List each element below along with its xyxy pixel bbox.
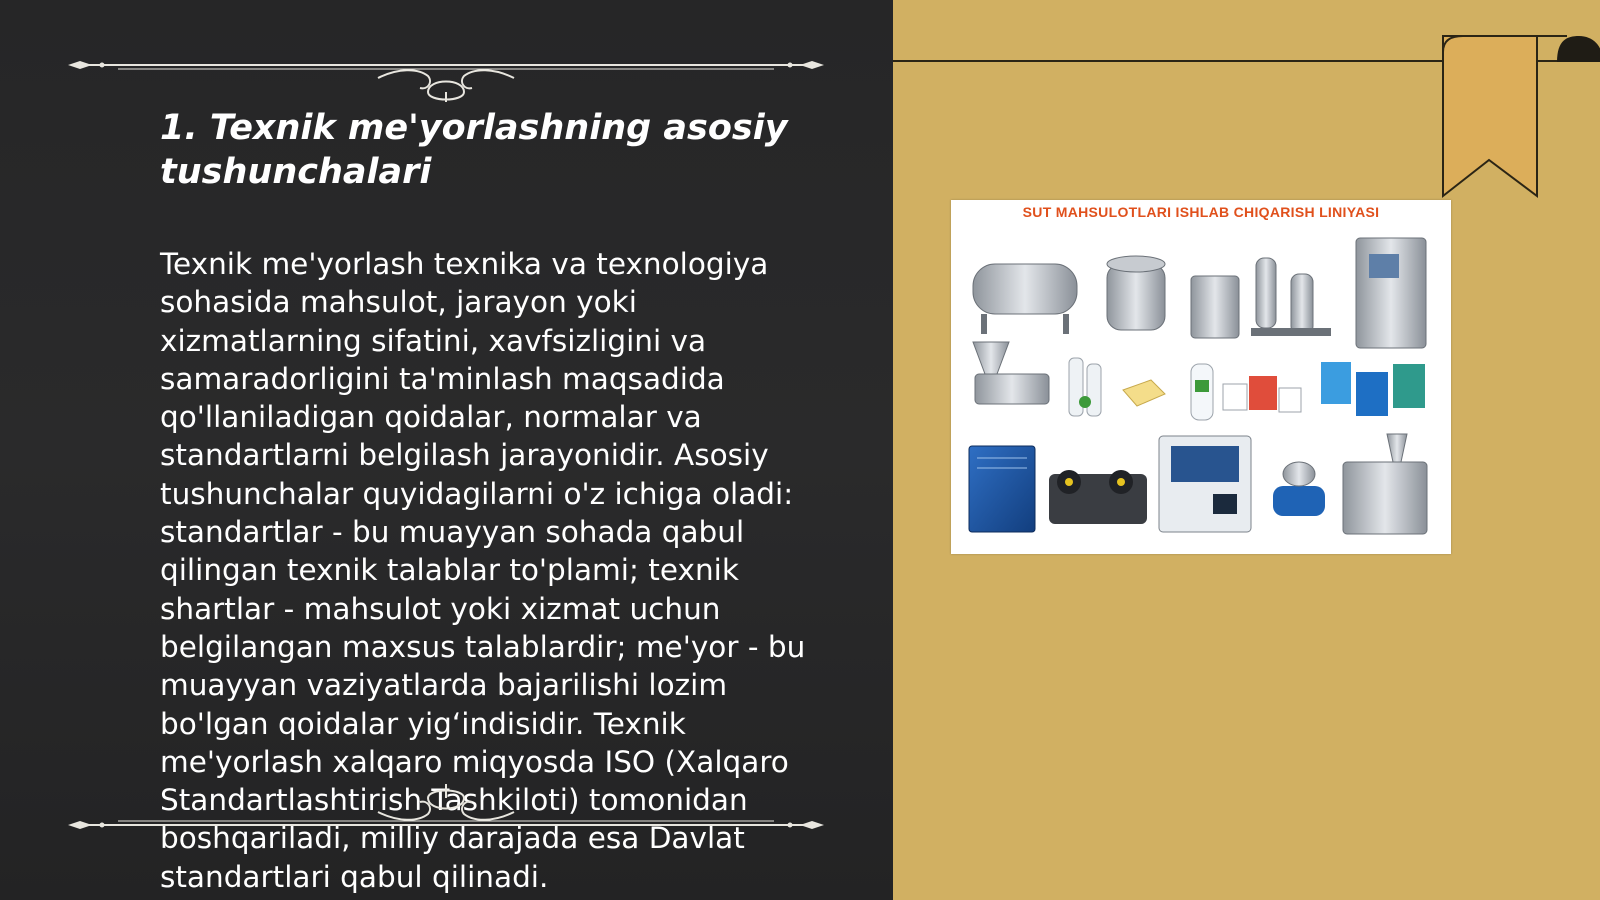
ornament-top — [68, 42, 824, 102]
bookmark-ribbon — [1433, 0, 1600, 200]
image-panel — [893, 0, 1600, 900]
ornament-bottom — [68, 778, 824, 838]
row-3-machines — [969, 434, 1427, 534]
image-caption: SUT MAHSULOTLARI ISHLAB CHIQARISH LINIYASI — [1022, 204, 1380, 220]
row-1-machines — [973, 238, 1426, 348]
slide-body-text: Texnik me'yorlash texnika va texnologiya sohasida mahsulot, jarayon yoki xizmatlarning sifatini, xavfsizligini va samaradorligini ta'minlash maqsadida qo'llaniladigan qoidalar, normalar va standartlarni belgilash jarayonidir. Asosiy tushunchalar quyidagilarni o'z ichiga oladi: standartlar - bu muayyan sohada qabul qilingan texnik talablar to'plami; texnik shartlar - mahsulot yoki xizmat uchun belgilangan maxsus talablardir; me'yor - bu muayyan vaziyatlarda bajarilishi lozim bo'lgan qoidalar yig‘indisidir. Texnik me'yorlash xalqaro miqyosda ISO (Xalqaro Standartlashtirish Tashkiloti) tomonidan boshqariladi, milliy darajada esa Davlat standartlari qabul qilinadi. — [160, 247, 806, 894]
slide-title: 1. Texnik me'yorlashning asosiy tushunchalari — [160, 108, 788, 192]
row-2-products — [973, 342, 1425, 420]
equipment-illustration — [951, 224, 1451, 554]
dairy-production-line-image — [951, 200, 1451, 554]
